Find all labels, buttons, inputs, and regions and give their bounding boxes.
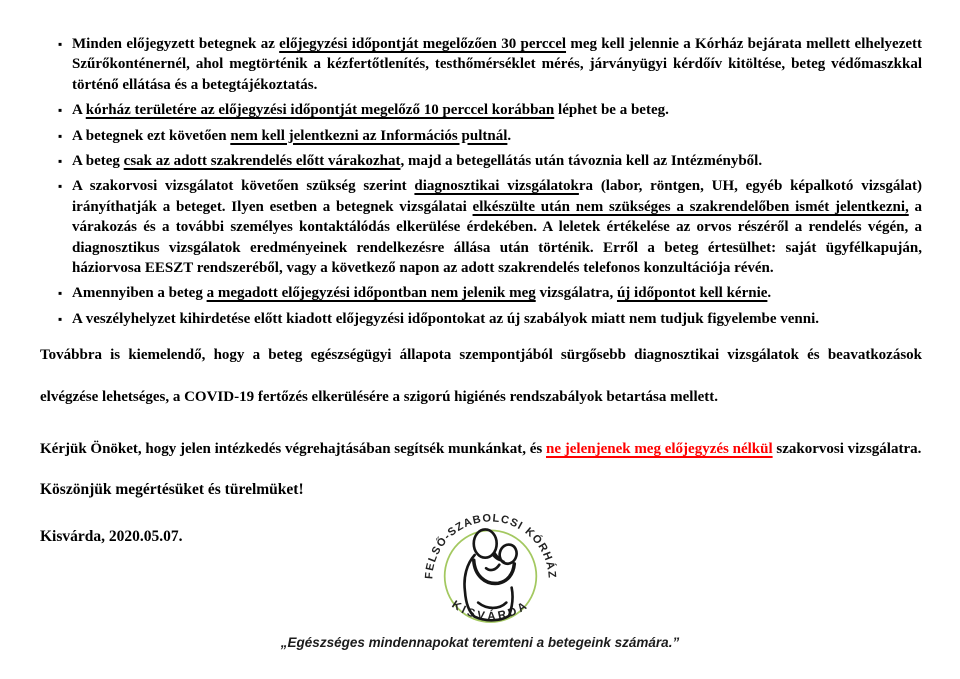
text-run: léphet be a beteg. bbox=[554, 102, 669, 119]
underlined-emphasis-text: elkészülte után nem szükséges a szakrendelőben ismét jelentkezni, bbox=[472, 198, 909, 215]
text-run: Továbbra is kiemelendő, hogy a beteg egészségügyi állapota szempontjából sürgősebb diagnosztikai vizsgálatok és beavatkozások elvégzése lehetséges, a COVID-19 fertőzés elkerülésére a szigorú higiénés rendszabályok betartása mellett. bbox=[40, 347, 922, 406]
text-run: A szakorvosi vizsgálatot követően szükség szerint bbox=[72, 178, 415, 195]
alert-emphasis-text: ne jelenjenek meg előjegyzés nélkül bbox=[546, 441, 773, 458]
logo-top-arc-text: FELSŐ-SZABOLCSI KÓRHÁZ bbox=[423, 512, 558, 580]
text-run: A betegnek ezt követően bbox=[72, 127, 231, 144]
text-run: vizsgálatra, bbox=[535, 285, 617, 302]
text-run: a várakozás és a további személyes kontaktálódás elkerülése érdekében. A leletek értékelése az orvos részéről a rendelés végén, a diagnosztikus vizsgálatok eredményeinek rendelkezésre állása után történik. Erről a beteg értesülhet: saját ügyfélkapuján, háziorvosa EESZT rendszeréből, vagy a következő napon az adott szakrendelés telefonos konzultációja révén. bbox=[72, 198, 922, 277]
underlined-emphasis-text: előjegyzési időpontját megelőzően 30 perccel bbox=[279, 36, 567, 52]
text-run: , majd a betegellátás után távoznia kell az Intézményből. bbox=[400, 153, 763, 170]
paragraph-cooperation-request bbox=[40, 428, 922, 470]
hospital-logo bbox=[420, 497, 561, 643]
notice-bullet-item bbox=[58, 100, 922, 120]
underlined-emphasis-text: a megadott előjegyzési időpontban nem jelenik meg bbox=[206, 285, 536, 302]
mother-and-child-figure-icon bbox=[464, 529, 518, 620]
notice-bullet-list bbox=[0, 0, 960, 329]
underlined-emphasis-text: csak az adott szakrendelés előtt várakozhat bbox=[123, 153, 401, 170]
text-run: A beteg bbox=[72, 153, 124, 170]
text-run: . bbox=[767, 285, 772, 302]
text-run: A veszélyhelyzet kihirdetése előtt kiadott előjegyzési időpontokat az új szabályok miatt nem tudjuk figyelembe venni. bbox=[72, 310, 820, 327]
closing-thanks-line: Köszönjük megértésüket és türelmüket! bbox=[40, 481, 304, 499]
tagline-text: „Egészséges mindennapokat teremteni a betegeink számára.” bbox=[280, 635, 680, 650]
notice-bullet-item bbox=[58, 309, 922, 329]
text-run: . bbox=[507, 127, 512, 144]
underlined-emphasis-text: diagnosztikai vizsgálatok bbox=[414, 178, 579, 195]
notice-bullet-item bbox=[58, 34, 922, 95]
text-run: ra (labor, röntgen, UH, egyéb képalkotó vizsgálat) irányíthatják a beteget. Ilyen esetben a betegnek vizsgálatai bbox=[72, 178, 923, 215]
notice-bullet-item bbox=[58, 151, 922, 171]
notice-bullet-item bbox=[58, 283, 922, 303]
notice-bullet-item bbox=[58, 176, 922, 278]
text-run: szakorvosi vizsgálatra. bbox=[772, 441, 922, 458]
underlined-emphasis-text: új időpontot kell kérnie bbox=[616, 285, 768, 302]
underlined-emphasis-text: nem kell jelentkezni az Információs pultnál bbox=[230, 127, 508, 144]
underlined-emphasis-text: kórház területére az előjegyzési időpontját megelőző 10 perccel korábban bbox=[85, 102, 555, 119]
logo-bottom-arc-text: KISVÁRDA bbox=[449, 598, 532, 623]
text-run: Minden előjegyzett betegnek az bbox=[72, 36, 280, 52]
notice-bullet-item bbox=[58, 126, 922, 146]
text-run: Amennyiben a beteg bbox=[72, 285, 207, 302]
text-run: Kérjük Önöket, hogy jelen intézkedés végrehajtásában segítsék munkánkat, és bbox=[40, 441, 546, 458]
text-run: A bbox=[72, 102, 86, 119]
text-run: meg kell jelennie a Kórház bejárata mellett elhelyezett Szűrőkonténernél, ahol megtörténik a kézfertőtlenítés, testhőmérséklet mérés, járványügyi kérdőív kitöltése, beteg védőmaszkkal történő ellátása és a betegtájékoztatás. bbox=[72, 36, 922, 93]
paragraph-diagnostics-note bbox=[40, 334, 922, 418]
footer-tagline bbox=[0, 635, 960, 650]
closing-date-line: Kisvárda, 2020.05.07. bbox=[40, 528, 183, 546]
